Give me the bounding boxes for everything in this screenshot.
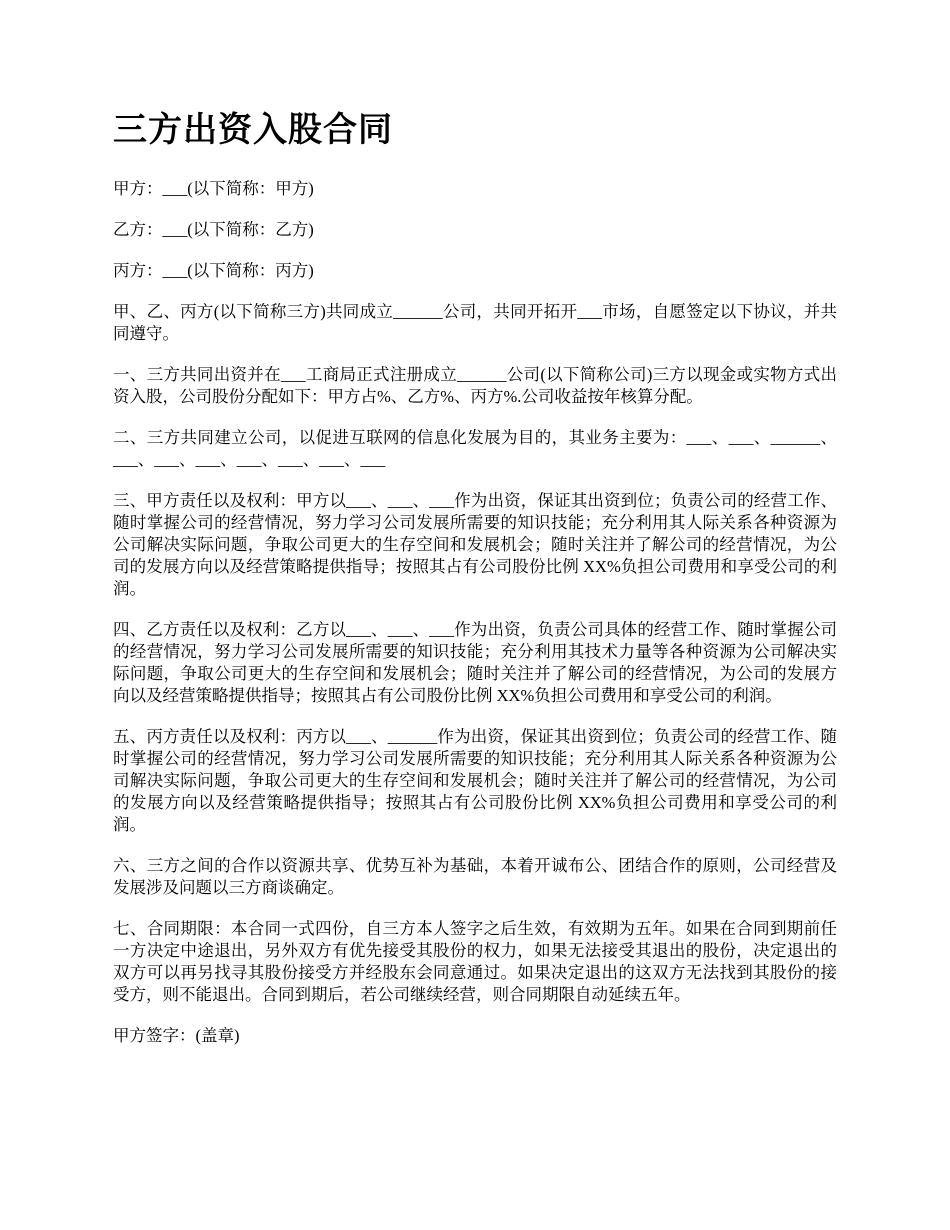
party-c-line: 丙方：___(以下简称：丙方) [113, 261, 314, 281]
clause-7-paragraph: 七、合同期限：本合同一式四份，自三方本人签字之后生效，有效期为五年。如果在合同到期前任一方决定中途退出，另外双方有优先接受其股份的权力，如果无法接受其退出的股份，决定退出的双方可以再另找寻其股份接受方并经股东会同意通过。如果决定退出的这双方无法找到其股份的接受方，则不能退出。合同到期后，若公司继续经营，则合同期限自动延续五年。 [113, 919, 837, 1005]
clause-2-paragraph: 二、三方共同建立公司，以促进互联网的信息化发展为目的，其业务主要为：___、___、______、___、___、___、___、___、___、___ [113, 428, 837, 470]
document-page [113, 108, 837, 1066]
preamble-paragraph: 甲、乙、丙方(以下简称三方)共同成立______公司，共同开拓开___市场，自愿签定以下协议，并共同遵守。 [113, 302, 837, 344]
clause-3-paragraph: 三、甲方责任以及权利：甲方以___、___、___作为出资，保证其出资到位；负责公司的经营工作、随时掌握公司的经营情况，努力学习公司发展所需要的知识技能；充分利用其人际关系各种资源为公司解决实际问题，争取公司更大的生存空间和发展机会；随时关注并了解公司的经营情况，为公司的发展方向以及经营策略提供指导；按照其占有公司股份比例 XX%负担公司费用和享受公司的利润。 [113, 491, 837, 599]
party-b-line: 乙方：___(以下简称：乙方) [113, 220, 314, 240]
clause-1-paragraph: 一、三方共同出资并在___工商局正式注册成立______公司(以下简称公司)三方以现金或实物方式出资入股，公司股份分配如下：甲方占%、乙方%、丙方%.公司收益按年核算分配。 [113, 365, 837, 407]
party-a-signature-line: 甲方签字：(盖章) [113, 1026, 240, 1046]
party-a-line: 甲方：___(以下简称：甲方) [113, 179, 314, 199]
clause-5-paragraph: 五、丙方责任以及权利：丙方以___、______作为出资，保证其出资到位；负责公司的经营工作、随时掌握公司的经营情况，努力学习公司发展所需要的知识技能；充分利用其人际关系各种资源为公司解决实际问题，争取公司更大的生存空间和发展机会；随时关注并了解公司的经营情况，为公司的发展方向以及经营策略提供指导；按照其占有公司股份比例 XX%负担公司费用和享受公司的利润。 [113, 727, 837, 835]
clause-4-paragraph: 四、乙方责任以及权利：乙方以___、___、___作为出资，负责公司具体的经营工作、随时掌握公司的经营情况，努力学习公司发展所需要的知识技能；充分利用其技术力量等各种资源为公司解决实际问题，争取公司更大的生存空间和发展机会；随时关注并了解公司的经营情况，为公司的发展方向以及经营策略提供指导；按照其占有公司股份比例 XX%负担公司费用和享受公司的利润。 [113, 620, 837, 706]
clause-6-paragraph: 六、三方之间的合作以资源共享、优势互补为基础，本着开诚布公、团结合作的原则，公司经营及发展涉及问题以三方商谈确定。 [113, 856, 837, 898]
document-title: 三方出资入股合同 [113, 110, 393, 150]
